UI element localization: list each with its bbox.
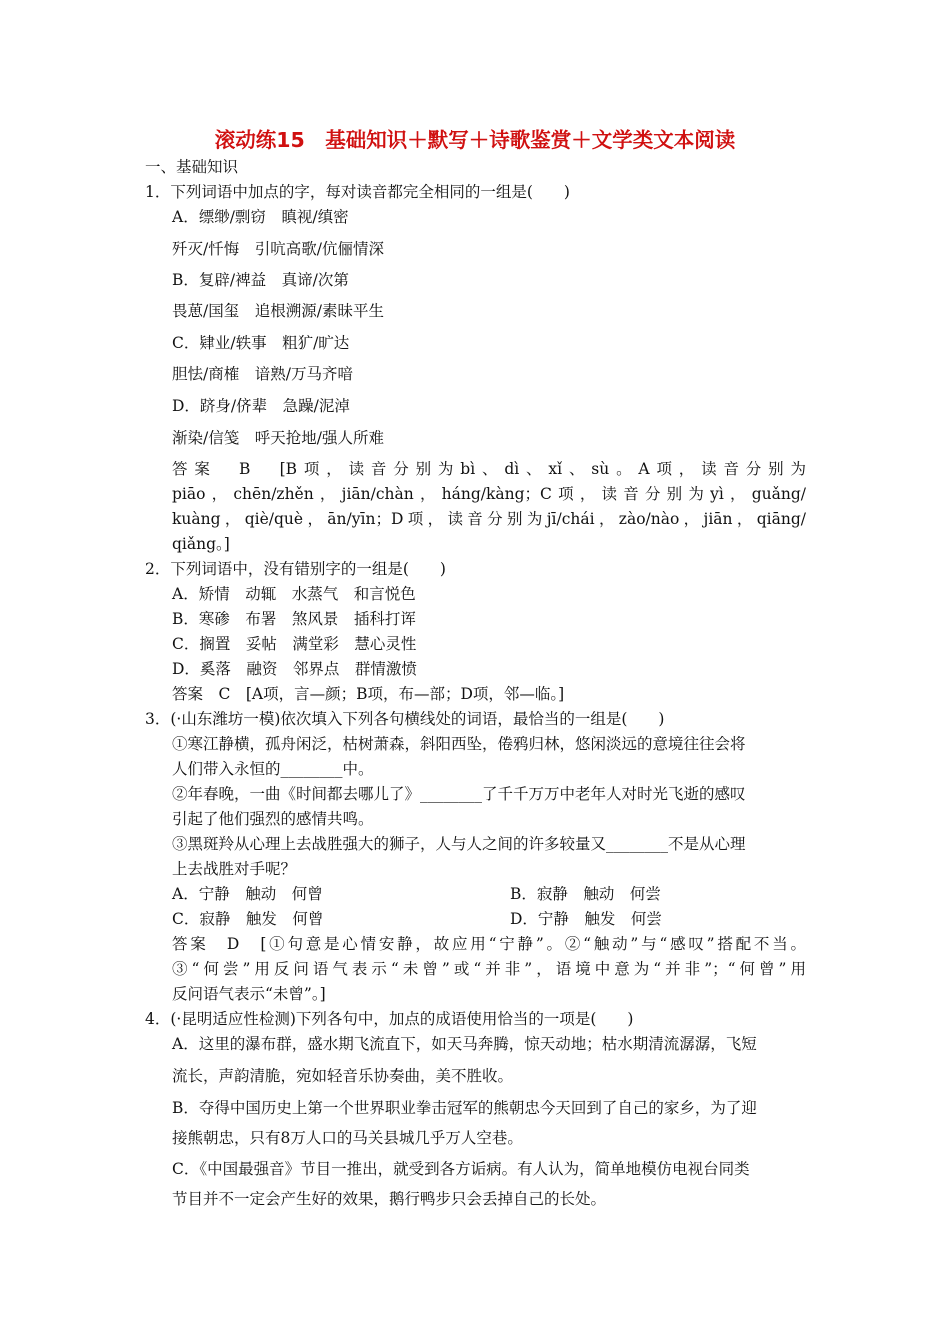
- q3-sentence-2-cont: 引起了他们强烈的感情共鸣。: [172, 810, 374, 828]
- q1-option-a-cont: 歼灭/忏悔 引吭高歌/伉俪情深: [172, 240, 384, 258]
- q3-option-a: A．宁静 触动 何曾: [172, 885, 323, 903]
- q2-option-d: D．奚落 融资 邻界点 群情激愤: [172, 660, 417, 678]
- q3-option-b: B．寂静 触动 何尝: [510, 885, 661, 903]
- q4-option-a: A．这里的瀑布群，盛水期飞流直下，如天马奔腾，惊天动地；枯水期清流潺潺，飞短: [172, 1035, 757, 1053]
- document-title: 滚动练15 基础知识＋默写＋诗歌鉴赏＋文学类文本阅读: [214, 128, 736, 152]
- q1-answer-cont: piāo，chēn/zhěn，jiān/chàn，háng/kàng；C项，读音分别为yì，guǎng/: [172, 485, 806, 503]
- q1-option-b-cont: 畏葸/国玺 追根溯源/素昧平生: [172, 302, 384, 320]
- q1-stem: 1．下列词语中加点的字，每对读音都完全相同的一组是( ): [145, 183, 570, 201]
- q1-option-b: B．复辟/裨益 真谛/次第: [172, 271, 349, 289]
- q2-stem: 2．下列词语中，没有错别字的一组是( ): [145, 560, 446, 578]
- q3-answer-cont: ③“何尝”用反问语气表示“未曾”或“并非”，语境中意为“并非”；“何曾”用: [172, 960, 806, 978]
- q3-answer-cont: 反问语气表示“未曾”。]: [172, 985, 326, 1003]
- q3-option-d: D．宁静 触发 何尝: [510, 910, 662, 928]
- q1-option-c-cont: 胆怯/商榷 谙熟/万马齐喑: [172, 365, 353, 383]
- q1-option-d-cont: 渐染/信笺 呼天抢地/强人所难: [172, 429, 384, 447]
- section-heading: 一、基础知识: [145, 158, 239, 176]
- q4-option-a-cont: 流长，声韵清脆，宛如轻音乐协奏曲，美不胜收。: [172, 1067, 514, 1085]
- q3-sentence-2: ②年春晚，一曲《时间都去哪儿了》________了千千万万中老年人对时光飞逝的感叹: [172, 785, 746, 803]
- q2-option-b: B．寒碜 布署 煞风景 插科打诨: [172, 610, 416, 628]
- q3-sentence-3: ③黑斑羚从心理上去战胜强大的狮子，人与人之间的许多较量又________不是从心理: [172, 835, 746, 853]
- q3-stem: 3．(·山东潍坊一模)依次填入下列各句横线处的词语，最恰当的一组是( ): [145, 710, 665, 728]
- q3-sentence-1-cont: 人们带入永恒的________中。: [172, 760, 374, 778]
- q3-option-c: C．寂静 触发 何曾: [172, 910, 324, 928]
- q2-answer: 答案 C [A项，言—颜；B项，布—部；D项，邻—临。]: [172, 685, 565, 703]
- q3-sentence-3-cont: 上去战胜对手呢？: [172, 860, 297, 878]
- q1-option-d: D．跻身/侪辈 急躁/泥淖: [172, 397, 350, 415]
- q1-option-a: A．缥缈/剽窃 瞋视/缜密: [172, 208, 349, 226]
- q1-option-c: C．肄业/轶事 粗犷/旷达: [172, 334, 350, 352]
- q2-option-c: C．搁置 妥帖 满堂彩 慧心灵性: [172, 635, 417, 653]
- q4-option-c: C．《中国最强音》节目一推出，就受到各方诟病。有人认为，简单地模仿电视台同类: [172, 1160, 750, 1178]
- q1-answer-cont: qiǎng。]: [172, 535, 230, 553]
- q4-stem: 4．(·昆明适应性检测)下列各句中，加点的成语使用恰当的一项是( ): [145, 1010, 634, 1028]
- q3-answer: 答案 D [①句意是心情安静，故应用“宁静”。②“触动”与“感叹”搭配不当。: [172, 935, 806, 953]
- q4-option-c-cont: 节目并不一定会产生好的效果，鹅行鸭步只会丢掉自己的长处。: [172, 1190, 607, 1208]
- q4-option-b: B．夺得中国历史上第一个世界职业拳击冠军的熊朝忠今天回到了自己的家乡，为了迎: [172, 1099, 757, 1117]
- q3-sentence-1: ①寒江静横，孤舟闲泛，枯树萧森，斜阳西坠，倦鸦归林，悠闲淡远的意境往往会将: [172, 735, 746, 753]
- q2-option-a: A．矫情 动辄 水蒸气 和言悦色: [172, 585, 416, 603]
- q1-answer-cont: kuàng，qiè/què，ān/yīn；D项，读音分别为jī/chái，zào/nào，jiān，qiāng/: [172, 510, 806, 528]
- q4-option-b-cont: 接熊朝忠，只有8万人口的马关县城几乎万人空巷。: [172, 1129, 523, 1147]
- q1-answer: 答案 B [B项，读音分别为bì、dì、xǐ、sù。A项，读音分别为: [172, 460, 806, 478]
